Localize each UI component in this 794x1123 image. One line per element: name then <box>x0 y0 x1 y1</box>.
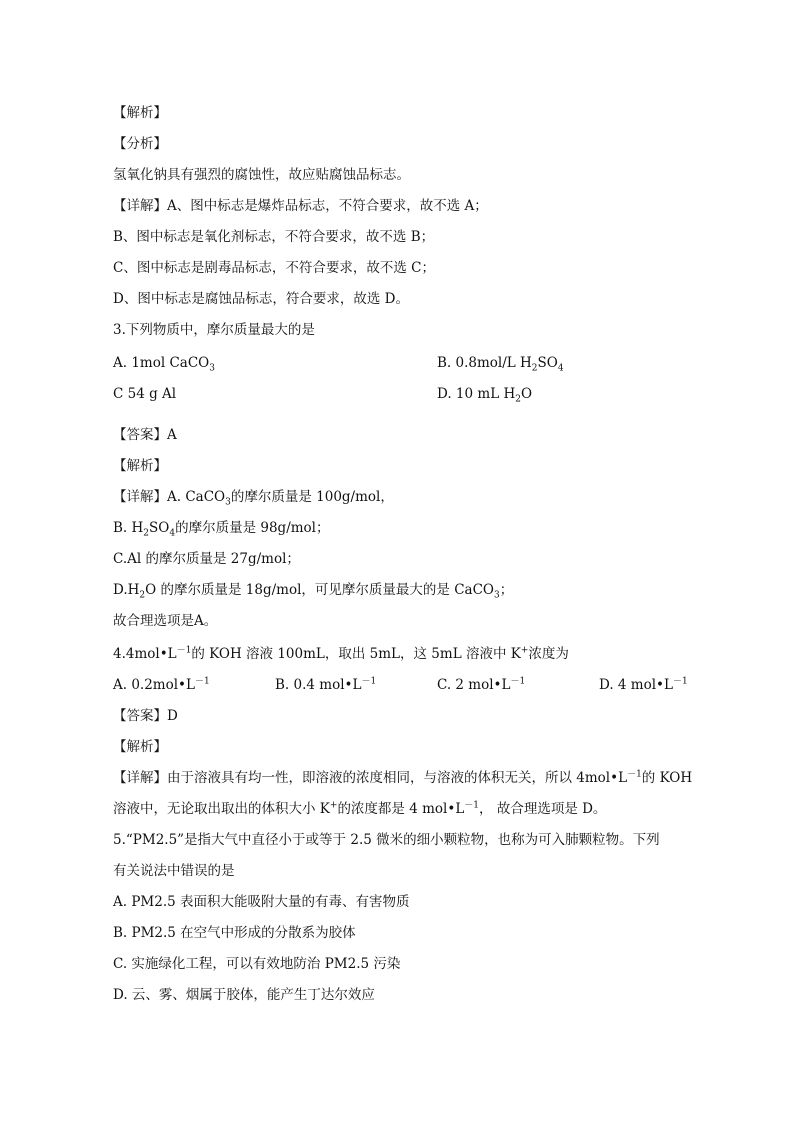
question-4-option-d: D. 4 $mol•L^{-1}$ <box>599 676 688 693</box>
question-5-stem-continued: 有关说法中错误的是 <box>113 863 235 879</box>
paragraph-line: 溶液中，无论取出取出的体积大小 K+的浓度都是 4 $mol•L^{-1}$， 故合理选项是 D。 <box>113 800 607 817</box>
section-heading-analysis: 【解析】 <box>113 739 167 755</box>
paragraph-line: 【详解】A. CaCO$_3$的摩尔质量是 100g/mol， <box>113 489 394 508</box>
paragraph-line: $D.H_2O$ 的摩尔质量是 18g/mol，可见摩尔质量最大的是 CaCO$_3$； <box>113 582 514 601</box>
paragraph-line: 氢氧化钠具有强烈的腐蚀性，故应贴腐蚀品标志。 <box>113 167 410 183</box>
paragraph-line: 【详解】由于溶液具有均一性，即溶液的浓度相同，与溶液的体积无关，所以 $4mol•L^{-1}$的 KOH <box>113 769 693 786</box>
section-heading-analysis: 【解析】 <box>113 458 167 474</box>
question-5-option-d: D. 云、雾、烟属于胶体，能产生丁达尔效应 <box>113 987 375 1003</box>
question-3-option-a: A. 1mol CaCO$_3$ <box>113 355 215 374</box>
question-5-stem: 5.“PM2.5”是指大气中直径小于或等于 2.5 微米的细小颗粒物，也称为可入肺颗粒物。下列 <box>113 832 660 848</box>
answer-label: 【答案】D <box>113 708 178 724</box>
question-3-option-d: D. 10 mL $H_2O$ <box>437 386 533 405</box>
answer-label: 【答案】A <box>113 427 177 443</box>
question-5-option-c: C. 实施绿化工程，可以有效地防治 PM2.5 污染 <box>113 956 401 972</box>
paragraph-line: C、图中标志是剧毒品标志，不符合要求，故不选 C； <box>113 260 435 276</box>
question-4-stem: $4.4mol•L^{-1}$的 KOH 溶液 100mL，取出 5mL，这 5mL 溶液中 K+浓度为 <box>113 645 569 662</box>
paragraph-line: B. $H_2SO_4$的摩尔质量是 98g/mol； <box>113 520 330 539</box>
paragraph-line: 【详解】A、图中标志是爆炸品标志，不符合要求，故不选 A； <box>113 198 488 214</box>
question-4-option-c: C. 2 $mol•L^{-1}$ <box>437 676 526 693</box>
question-3-option-c: C 54 g Al <box>113 386 177 402</box>
section-heading-breakdown: 【分析】 <box>113 136 167 152</box>
paragraph-line: C.Al 的摩尔质量是 27g/mol； <box>113 551 300 567</box>
paragraph-line: 故合理选项是A。 <box>113 613 218 629</box>
question-5-option-b: B. PM2.5 在空气中形成的分散系为胶体 <box>113 925 356 941</box>
question-4-option-a: A. $0.2mol•L^{-1}$ <box>113 676 210 693</box>
question-4-option-b: B. 0.4 $mol•L^{-1}$ <box>275 676 377 693</box>
paragraph-line: D、图中标志是腐蚀品标志，符合要求，故选 D。 <box>113 291 409 307</box>
question-3-stem: 3.下列物质中，摩尔质量最大的是 <box>113 322 315 338</box>
question-5-option-a: A. PM2.5 表面积大能吸附大量的有毒、有害物质 <box>113 894 410 910</box>
paragraph-line: B、图中标志是氧化剂标志，不符合要求，故不选 B； <box>113 229 435 245</box>
section-heading-analysis: 【解析】 <box>113 105 167 121</box>
question-3-option-b: B. 0.8mol/L $H_2SO_4$ <box>437 355 564 374</box>
